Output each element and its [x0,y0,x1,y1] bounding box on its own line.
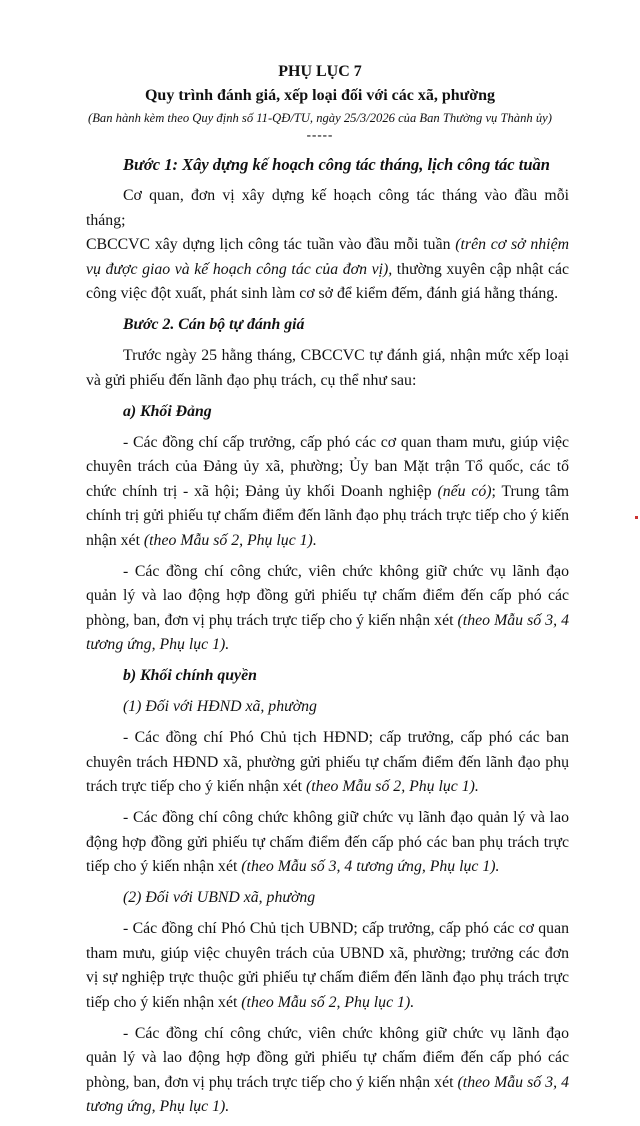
text-run-italic: (nếu có) [437,482,492,500]
text-run-italic: (theo Mẫu số 2, Phụ lục 1). [241,993,415,1011]
text-run: ; Trung tâm chính trị gửi phiếu tự chấm điểm đến lãnh đạo phụ trách trực tiếp cho ý kiến nhận xét [86,482,569,549]
hdnd-paragraph-1 [86,726,569,800]
step1-paragraph-1: Cơ quan, đơn vị xây dựng kế hoạch công tác tháng vào đầu mỗi tháng; [86,187,569,229]
title-divider: ----- [306,127,334,142]
scan-artifact-dot [635,516,638,519]
step2-intro: Trước ngày 25 hằng tháng, CBCCVC tự đánh giá, nhận mức xếp loại và gửi phiếu đến lãnh đạo phụ trách, cụ thể như sau: [86,347,569,389]
text-run-italic: (trên cơ sở nhiệm vụ được giao và kế hoạch công tác của đơn vị), [86,236,569,278]
document-subtitle: (Ban hành kèm theo Quy định số 11-QĐ/TU, ngày 25/3/2026 của Ban Thường vụ Thành ủy) [88,111,552,125]
government-block-heading: b) Khối chính quyền [123,667,257,684]
text-run: thường xuyên cập nhật các công việc đột xuất, phát sinh làm cơ sở để kiểm đếm, đánh giá hằng tháng. [86,260,569,302]
text-run: - Các đồng chí công chức, viên chức không giữ chức vụ lãnh đạo quản lý và lao động hợp đồng gửi phiếu tự chấm điểm đến cấp phó các phòng, ban, đơn vị phụ trách trực tiếp cho ý kiến nhận xét [86,562,569,629]
step1-paragraph-2 [86,233,569,307]
ubnd-paragraph-1 [86,917,569,1015]
document-body [86,153,569,1126]
ubnd-heading: (2) Đối với UBND xã, phường [123,889,316,906]
text-run-italic: (theo Mẫu số 3, 4 tương ứng, Phụ lục 1). [86,1073,570,1115]
text-run-italic: (theo Mẫu số 3, 4 tương ứng, Phụ lục 1). [241,858,500,875]
text-run-italic: (theo Mẫu số 2, Phụ lục 1). [143,531,317,549]
party-paragraph-2 [86,560,569,658]
text-run-italic: (theo Mẫu số 2, Phụ lục 1). [305,778,479,795]
party-block-heading: a) Khối Đảng [123,402,212,420]
text-run-italic: (theo Mẫu số 3, 4 tương ứng, Phụ lục 1). [86,611,570,653]
step1-heading: Bước 1: Xây dựng kế hoạch công tác tháng, lịch công tác tuần [123,155,550,174]
step2-heading: Bước 2. Cán bộ tự đánh giá [123,316,305,333]
text-run: - Các đồng chí Phó Chủ tịch UBND; cấp trưởng, cấp phó các cơ quan tham mưu, giúp việc chuyên trách của UBND xã, phường; trưởng các đơn vị sự nghiệp trực thuộc gửi phiếu tự chấm điểm đến lãnh đạo phụ trách trực tiếp cho ý kiến nhận xét [86,920,569,1011]
text-run: - Các đồng chí cấp trưởng, cấp phó các cơ quan tham mưu, giúp việc chuyên trách của Đảng ủy xã, phường; Ủy ban Mặt trận Tổ quốc, các tổ chức chính trị - xã hội; Đảng ủy khối Doanh nghiệp [86,433,569,500]
appendix-label: PHỤ LỤC 7 [278,63,362,80]
text-run: - Các đồng chí công chức, viên chức không giữ chức vụ lãnh đạo quản lý và lao động hợp đồng gửi phiếu tự chấm điểm đến cấp phó các phòng, ban, đơn vị phụ trách trực tiếp cho ý kiến nhận xét [86,1024,569,1091]
document-title: Quy trình đánh giá, xếp loại đối với các xã, phường [144,87,496,104]
hdnd-heading: (1) Đối với HĐND xã, phường [123,698,317,715]
party-paragraph-1 [86,431,569,554]
hdnd-paragraph-2 [86,806,569,880]
ubnd-paragraph-2 [86,1022,569,1120]
text-run: - Các đồng chí công chức không giữ chức vụ lãnh đạo quản lý và lao động hợp đồng gửi phiếu tự chấm điểm đến cấp phó các ban phụ trách trực tiếp cho ý kiến nhận xét [86,809,569,875]
text-run: CBCCVC xây dựng lịch công tác tuần vào đầu mỗi tuần [86,236,456,253]
text-run: - Các đồng chí Phó Chủ tịch HĐND; cấp trưởng, cấp phó các ban chuyên trách HĐND xã, phường gửi phiếu tự chấm điểm đến lãnh đạo phụ trách trực tiếp cho ý kiến nhận xét [86,729,569,795]
